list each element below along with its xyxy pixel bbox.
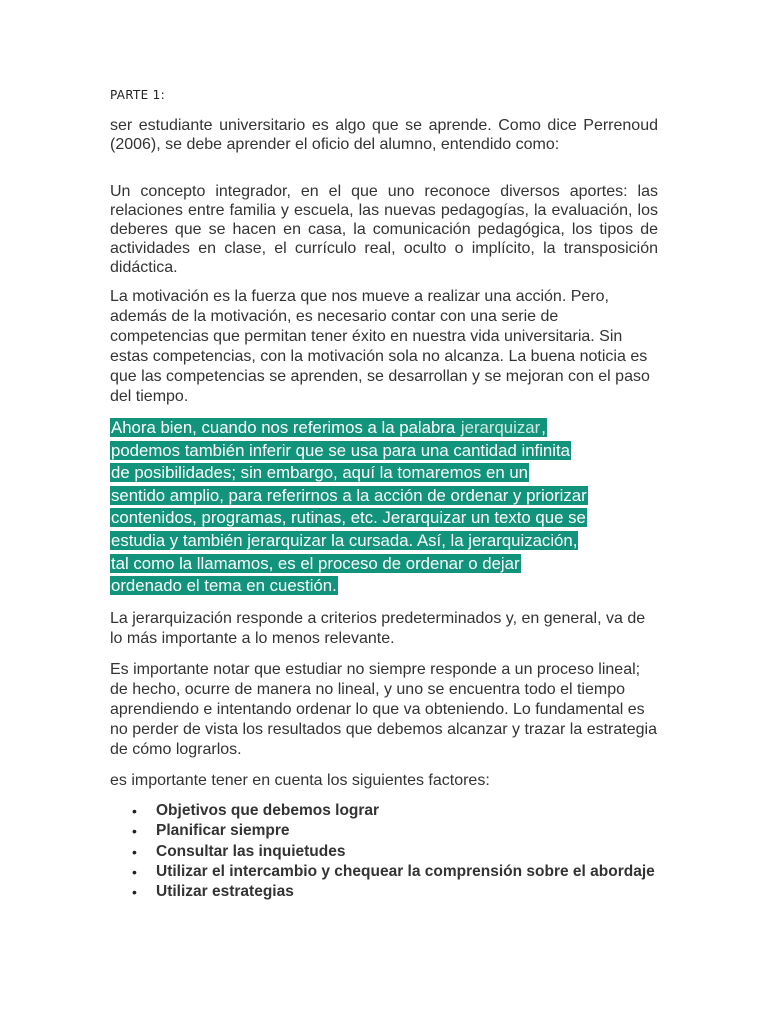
highlighted-line	[110, 440, 662, 463]
bullet-icon: •	[132, 884, 137, 901]
factors-list	[110, 801, 658, 902]
highlighted-text: sentido amplio, para referirnos a la acción de ordenar y priorizar	[111, 485, 587, 505]
highlighted-text: podemos también inferir que se usa para una cantidad infinita	[111, 440, 570, 460]
list-item-text: Objetivos que debemos lograr	[156, 802, 380, 819]
paragraph-nonlinear-study: Es importante notar que estudiar no siempre responde a un proceso lineal; de hecho, ocurre de manera no lineal, y uno se encuentra todo el tiempo aprendiendo e intentando ordenar lo que va obteniendo. Lo fundamental es no perder de vista los resultados que debemos alcanzar y trazar la estrategia de cómo lograrlos.	[110, 661, 657, 758]
highlighted-text: estudia y también jerarquizar la cursada. Así, la jerarquización,	[111, 530, 578, 550]
list-item-text: Planificar siempre	[156, 822, 290, 840]
paragraph-factors-intro: es importante tener en cuenta los siguientes factores:	[110, 772, 490, 789]
bullet-icon: •	[132, 823, 137, 840]
list-item	[110, 821, 658, 841]
highlighted-paragraph	[110, 417, 662, 598]
highlighted-text: ,	[541, 418, 546, 437]
list-item	[110, 882, 658, 902]
bullet-icon: •	[132, 803, 137, 819]
highlighted-line	[110, 462, 662, 485]
highlighted-text: Ahora bien, cuando nos referimos a la palabra	[111, 418, 460, 437]
list-item-text: Consultar las inquietudes	[156, 842, 346, 860]
paragraph-integrating-concept: Un concepto integrador, en el que uno reconoce diversos aportes: las relaciones entre familia y escuela, las nuevas pedagogías, la evaluación, los deberes que se hacen en casa, la comunicación pedagógica, los tipos de actividades en clase, el currículo real, oculto o implícito, la transposición didáctica.	[110, 183, 658, 276]
highlighted-text: ordenado el tema en cuestión.	[111, 576, 337, 596]
highlighted-line	[110, 530, 662, 553]
highlighted-line	[110, 507, 662, 530]
paragraph-student-trade: ser estudiante universitario es algo que se aprende. Como dice Perrenoud (2006), se debe aprender el oficio del alumno, entendido como:	[110, 117, 658, 153]
paragraph-hierarchy-criteria: La jerarquización responde a criterios predeterminados y, en general, va de lo más importante a lo menos relevante.	[110, 610, 646, 647]
list-item-text: Utilizar estrategias	[156, 883, 294, 901]
highlighted-keyword: jerarquizar	[460, 418, 541, 437]
highlighted-text: contenidos, programas, rutinas, etc. Jerarquizar un texto que se	[111, 508, 586, 528]
highlighted-text: de posibilidades; sin embargo, aquí la tomaremos en un	[111, 463, 528, 483]
section-heading: PARTE 1:	[110, 88, 165, 102]
highlighted-line	[110, 485, 662, 508]
bullet-icon: •	[132, 863, 137, 880]
highlighted-line	[110, 417, 662, 440]
highlighted-line	[110, 575, 662, 598]
list-item	[110, 801, 658, 821]
highlighted-line	[110, 553, 662, 576]
list-item-text: Utilizar el intercambio y chequear la comprensión sobre el abordaje	[156, 862, 655, 880]
bullet-icon: •	[132, 843, 137, 860]
paragraph-motivation: La motivación es la fuerza que nos mueve a realizar una acción. Pero, además de la motivación, es necesario contar con una serie de competencias que permitan tener éxito en nuestra vida universitaria. Sin estas competencias, con la motivación sola no alcanza. La buena noticia es que las competencias se aprenden, se desarrollan y se mejoran con el paso del tiempo.	[110, 288, 650, 405]
list-item	[110, 842, 658, 862]
list-item	[110, 862, 658, 882]
highlighted-text: tal como la llamamos, es el proceso de ordenar o dejar	[111, 553, 520, 573]
